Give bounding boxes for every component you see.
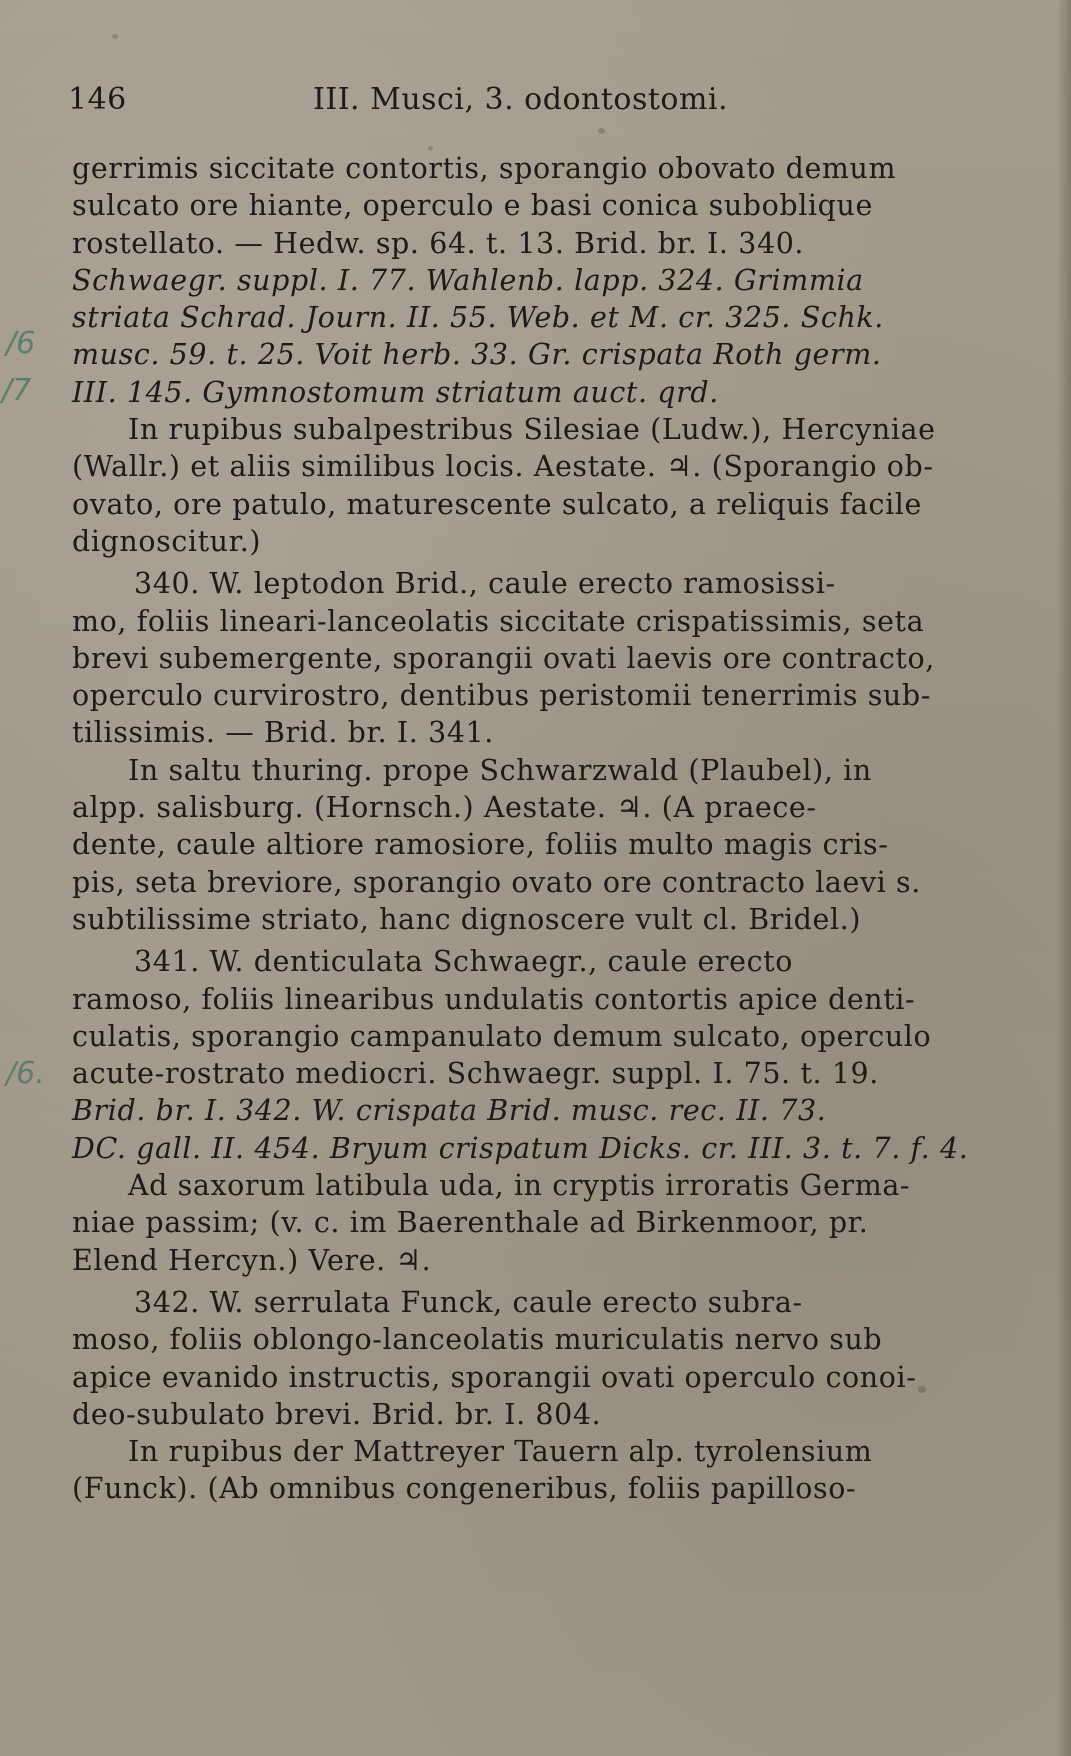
paper-speck (428, 146, 433, 151)
text-line: striata Schrad. Journ. II. 55. Web. et M. cr. 325. Schk. (72, 301, 884, 335)
margin-note: /7 (2, 373, 32, 408)
text-line: ramoso, foliis linearibus undulatis contortis apice denti- (72, 982, 916, 1016)
text-line: Brid. br. I. 342. W. crispata Brid. musc. rec. II. 73. (72, 1094, 827, 1128)
text-line: mo, foliis lineari-lanceolatis siccitate crispatissimis, seta (72, 604, 925, 638)
paper-speck (598, 128, 605, 134)
margin-note: /6 (6, 326, 36, 361)
text-line: musc. 59. t. 25. Voit herb. 33. Gr. crispata Roth germ. (72, 338, 882, 372)
text-line: rostellato. — Hedw. sp. 64. t. 13. Brid. br. I. 340. (72, 226, 805, 260)
text-line: dignoscitur.) (72, 524, 262, 558)
paper-speck (102, 1383, 108, 1389)
text-line: In saltu thuring. prope Schwarzwald (Plaubel), in (128, 753, 872, 787)
text-line: Elend Hercyn.) Vere. ♃. (72, 1243, 432, 1277)
text-line: apice evanido instructis, sporangii ovati operculo conoi- (72, 1360, 917, 1394)
running-head: III. Musci, 3. odontostomi. (313, 82, 729, 117)
text-line: deo-subulato brevi. Brid. br. I. 804. (72, 1397, 602, 1431)
text-line: brevi subemergente, sporangii ovati laevis ore contracto, (72, 641, 935, 675)
species-heading: 340. W. leptodon Brid., caule erecto ramosissi- (134, 567, 836, 601)
species-heading: 341. W. denticulata Schwaegr., caule erecto (134, 945, 793, 979)
text-line: operculo curvirostro, dentibus peristomii tenerrimis sub- (72, 679, 931, 713)
text-line: (Funck). (Ab omnibus congeneribus, foliis papilloso- (72, 1472, 857, 1506)
text-line: tilissimis. — Brid. br. I. 341. (72, 716, 494, 750)
text-line: DC. gall. II. 454. Bryum crispatum Dicks. cr. III. 3. t. 7. f. 4. (72, 1131, 969, 1165)
text-line: alpp. salisburg. (Hornsch.) Aestate. ♃. (A praece- (72, 791, 817, 825)
text-line: (Wallr.) et aliis similibus locis. Aestate. ♃. (Sporangio ob- (72, 450, 934, 484)
page-header (68, 82, 768, 122)
text-line: III. 145. Gymnostomum striatum auct. qrd. (72, 375, 719, 409)
text-line: ovato, ore patulo, maturescente sulcato, a reliquis facile (72, 487, 922, 521)
text-line: culatis, sporangio campanulato demum sulcato, operculo (72, 1019, 932, 1053)
margin-note: /6. (6, 1056, 45, 1091)
page-number: 146 (68, 82, 127, 117)
text-line: In rupibus der Mattreyer Tauern alp. tyrolensium (128, 1435, 873, 1469)
text-line: niae passim; (v. c. im Baerenthale ad Birkenmoor, pr. (72, 1206, 869, 1240)
paper-speck (918, 1386, 926, 1393)
text-line: moso, foliis oblongo-lanceolatis muriculatis nervo sub (72, 1323, 883, 1357)
text-line: gerrimis siccitate contortis, sporangio obovato demum (72, 152, 897, 185)
page-body-text (72, 150, 1012, 1508)
text-line: In rupibus subalpestribus Silesiae (Ludw.), Hercyniae (128, 413, 936, 447)
species-heading: 342. W. serrulata Funck, caule erecto subra- (134, 1285, 803, 1319)
text-line: pis, seta breviore, sporangio ovato ore contracto laevi s. (72, 865, 921, 899)
text-line: acute-rostrato mediocri. Schwaegr. suppl. I. 75. t. 19. (72, 1057, 879, 1091)
paper-speck (112, 34, 118, 39)
text-line: subtilissime striato, hanc dignoscere vult cl. Bridel.) (72, 902, 862, 936)
text-line: Schwaegr. suppl. I. 77. Wahlenb. lapp. 324. Grimmia (72, 263, 864, 297)
text-line: Ad saxorum latibula uda, in cryptis irroratis Germa- (128, 1169, 911, 1203)
text-line: sulcato ore hiante, operculo e basi conica suboblique (72, 189, 873, 223)
page-edge-shadow (1057, 0, 1071, 1756)
text-line: dente, caule altiore ramosiore, foliis multo magis cris- (72, 828, 889, 862)
